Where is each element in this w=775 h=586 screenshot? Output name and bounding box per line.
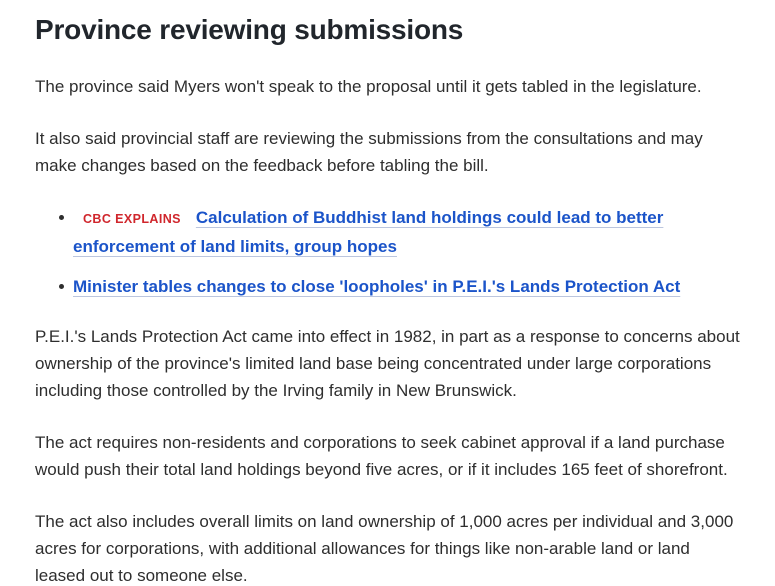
article-body xyxy=(35,14,741,586)
paragraph-cabinet-approval: The act requires non-residents and corporations to seek cabinet approval if a land purchase would push their total land holdings beyond five acres, or if it includes 165 feet of shorefront. xyxy=(35,433,728,480)
paragraph-province-said: The province said Myers won't speak to the proposal until it gets tabled in the legislature. xyxy=(35,77,702,97)
cbc-explains-label: CBC EXPLAINS xyxy=(83,212,181,227)
paragraph-lands-protection-act: P.E.I.'s Lands Protection Act came into effect in 1982, in part as a response to concerns about ownership of the province's limited land base being concentrated under large corporations including those controlled by the Irving family in New Brunswick. xyxy=(35,327,740,401)
related-link-buddhist-land-holdings[interactable]: Calculation of Buddhist land holdings could lead to better enforcement of land limits, group hopes xyxy=(73,208,664,257)
paragraph-staff-reviewing: It also said provincial staff are reviewing the submissions from the consultations and may make changes based on the feedback before tabling the bill. xyxy=(35,129,703,176)
section-heading: Province reviewing submissions xyxy=(35,14,464,45)
list-item-minister-tables xyxy=(73,273,741,300)
paragraph-ownership-limits: The act also includes overall limits on land ownership of 1,000 acres per individual and 3,000 acres for corporations, with additional allowances for things like non-arable land or land leased out to someone else. xyxy=(35,512,734,586)
related-links-list xyxy=(35,204,741,300)
list-item-cbc-explains xyxy=(73,204,741,260)
related-link-minister-tables-changes[interactable]: Minister tables changes to close 'loopholes' in P.E.I.'s Lands Protection Act xyxy=(73,277,681,297)
